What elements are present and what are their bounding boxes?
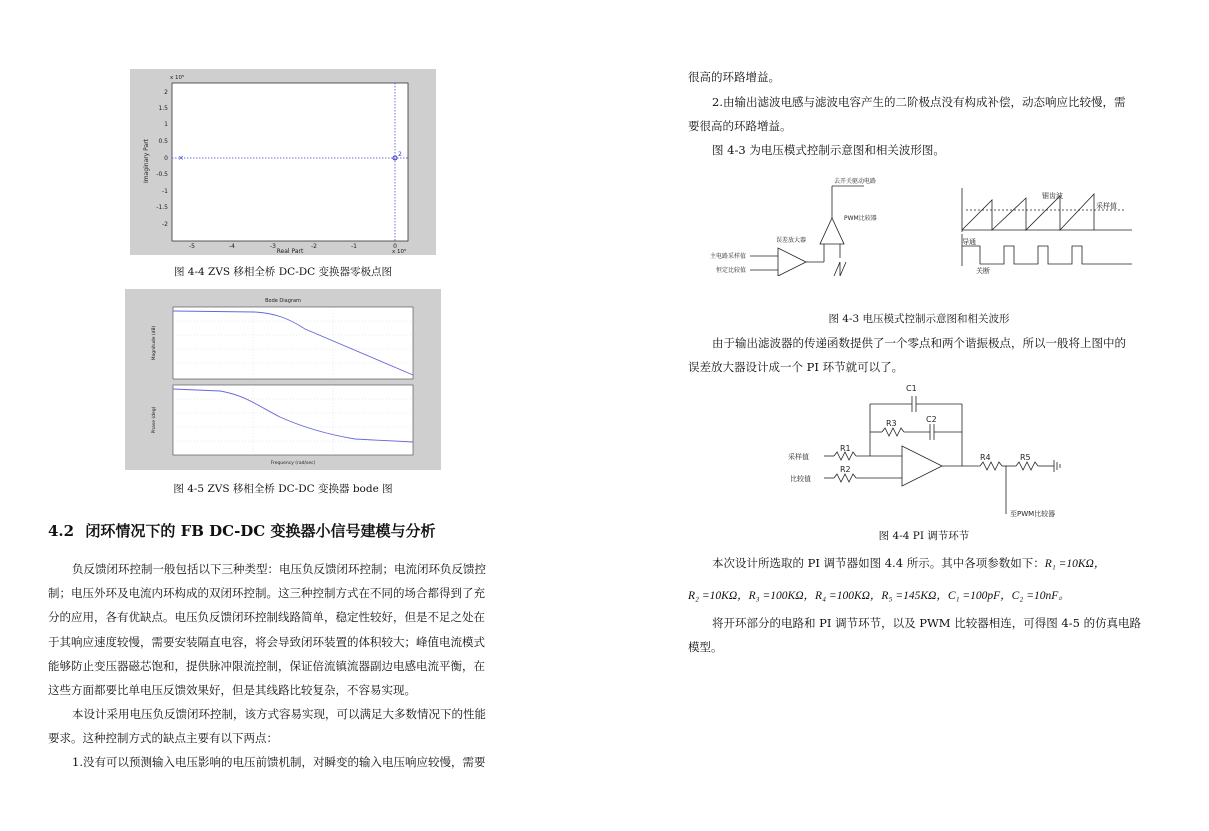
- left-column: [0, 0, 604, 831]
- bode-figure: [125, 289, 441, 470]
- plot-area: [172, 83, 408, 241]
- text-line: [688, 551, 1158, 576]
- pi-circuit-diagram: [784, 380, 1064, 524]
- pole-marker: ×: [178, 154, 184, 162]
- text-line: 分的应用，各有优缺点。电压负反馈闭环控制线路简单，稳定性较好，但是不足之处在: [48, 610, 485, 625]
- paragraph-fig43-intro: [688, 138, 1158, 162]
- y-axis-label: Imaginary Part: [143, 138, 150, 184]
- text-line: 误差放大器设计成一个 PI 环节就可以了。: [688, 360, 904, 375]
- to-switch-label: 去开关驱动电路: [834, 178, 877, 185]
- text-line: 由于输出滤波器的传递函数提供了一个零点和两个谐振极点，所以一般将上图中的: [712, 336, 1126, 350]
- phase-panel: [173, 385, 413, 455]
- pwm-comparator-symbol: [820, 218, 844, 244]
- section-number: 4.2: [48, 522, 75, 540]
- pole-zero-figure: [130, 69, 436, 255]
- label-r3: R3: [886, 419, 897, 428]
- input1-label: 主电路采样值: [710, 253, 747, 260]
- error-amp-symbol: [778, 248, 806, 276]
- pwm-comparator-label: PWM比较器: [844, 215, 877, 222]
- fig45-caption: 图 4-5 ZVS 移相全桥 DC-DC 变换器 bode 图: [173, 483, 393, 495]
- resistor-r4: [980, 462, 1002, 470]
- bode-plot: [125, 289, 441, 470]
- y-tick: 0.5: [158, 138, 168, 145]
- opamp-symbol: [902, 446, 942, 486]
- x-exponent: x 10⁵: [392, 249, 407, 255]
- param-r1: R₁ =10KΩ，: [1044, 558, 1106, 570]
- text-line: 要很高的环路增益。: [688, 119, 792, 134]
- text-line: 很高的环路增益。: [688, 70, 780, 84]
- bode-xlabel: Frequency (rad/sec): [270, 461, 316, 466]
- label-r5: R5: [1020, 453, 1031, 462]
- x-tick: -1: [351, 243, 357, 250]
- params-line-2: R₂ =10KΩ，R₃ =100KΩ，R₄ =100KΩ，R₅ =145KΩ，C₁ =100pF，C₂ =10nF。: [688, 590, 1070, 603]
- y-tick: -2: [162, 221, 168, 228]
- sawtooth-label: 锯齿波: [1042, 192, 1063, 200]
- paragraph-continuation: [688, 65, 1158, 89]
- text-line: 要求。这种控制方式的缺点主要有以下两点：: [48, 731, 278, 746]
- x-tick: -4: [229, 243, 235, 250]
- voltage-mode-svg: [704, 176, 1134, 276]
- x-tick: -5: [189, 243, 195, 250]
- label-r2: R2: [840, 465, 851, 474]
- section-heading: [48, 520, 435, 541]
- sample-label: 采样值: [1096, 202, 1117, 210]
- y-exponent: x 10⁵: [170, 75, 185, 81]
- text-line: 1.没有可以预测输入电压影响的电压前馈机制，对瞬变的输入电压响应较慢，需要: [72, 755, 486, 769]
- x-tick: 0: [393, 243, 397, 250]
- sawtooth-wave: [962, 194, 1094, 230]
- voltage-mode-diagram: [704, 176, 1134, 276]
- label-r1: R1: [840, 444, 851, 453]
- fig44-caption: 图 4-4 ZVS 移相全桥 DC-DC 变换器零极点图: [173, 266, 393, 278]
- text-line: 制；电压外环及电流内环构成的双闭环控制。这三种控制方式在不同的场合都得到了充: [48, 586, 485, 601]
- phase-ylabel: Phase (deg): [152, 406, 157, 434]
- label-r4: R4: [980, 453, 991, 462]
- paragraph-feedback-types: [48, 557, 518, 702]
- x-tick: -2: [311, 243, 317, 250]
- resistor-r1: [834, 452, 856, 460]
- resistor-r3: [882, 428, 904, 436]
- text-line: 这些方面都要比单电压反馈效果好，但是其线路比较复杂，不容易实现。: [48, 683, 416, 698]
- pole-multiplicity: 2: [398, 151, 402, 158]
- off-label: 关断: [976, 267, 990, 275]
- fig44pi-caption: 图 4-4 PI 调节环节: [878, 530, 970, 542]
- resistor-r2: [834, 474, 856, 482]
- on-label: 导通: [962, 238, 976, 246]
- text-line: 本设计采用电压负反馈闭环控制，该方式容易实现，可以满足大多数情况下的性能: [72, 707, 486, 721]
- input2-label: 恒定比较值: [716, 267, 747, 274]
- text-line: 2.由输出滤波电感与滤波电容产生的二阶极点没有构成补偿，动态响应比较慢，需: [712, 95, 1126, 109]
- y-tick: 1.5: [158, 105, 168, 112]
- text-line: 于其响应速度较慢，需要安装隔直电容，将会导致闭环装置的体积较大；峰值电流模式: [48, 634, 485, 649]
- x-axis-label: Real Part: [276, 248, 304, 255]
- paragraph-design-choice: [48, 702, 518, 750]
- label-to-pwm: 至PWM比较器: [1010, 510, 1056, 518]
- section-title: 闭环情况下的 FB DC-DC 变换器小信号建模与分析: [85, 522, 436, 540]
- text-line: 图 4-3 为电压模式控制示意图和相关波形图。: [712, 143, 945, 157]
- resistor-r5: [1016, 462, 1038, 470]
- y-tick: 2: [164, 89, 168, 96]
- right-column: [604, 0, 1209, 831]
- params-intro: 本次设计所选取的 PI 调节器如图 4.4 所示。其中各项参数如下：: [712, 556, 1045, 570]
- magnitude-ylabel: Magnitude (dB): [152, 325, 157, 361]
- paragraph-simulation-model: [688, 611, 1158, 659]
- text-line: 负反馈闭环控制一般包括以下三种类型：电压负反馈闭环控制；电流闭环负反馈控: [72, 562, 486, 576]
- x-tick: -3: [270, 243, 276, 250]
- fig43-caption: 图 4-3 电压模式控制示意图和相关波形: [828, 313, 1010, 325]
- magnitude-panel: [173, 307, 413, 379]
- y-tick: 1: [164, 121, 168, 128]
- y-tick: -1: [162, 188, 168, 195]
- y-tick: 0: [164, 155, 168, 162]
- bode-title: Bode Diagram: [265, 298, 301, 304]
- paragraph-drawback-2: [688, 90, 1158, 138]
- pi-circuit-svg: [784, 380, 1064, 524]
- paragraph-parameters: [688, 551, 1158, 608]
- label-sample: 采样值: [788, 453, 809, 461]
- pole-zero-plot: [130, 69, 436, 255]
- paragraph-pi-reason: [688, 331, 1158, 379]
- pulse-wave: [962, 246, 1132, 264]
- text-line: 模型。: [688, 640, 723, 655]
- text-line: 将开环部分的电路和 PI 调节环节，以及 PWM 比较器相连，可得图 4-5 的仿真电路: [712, 616, 1142, 630]
- label-c1: C1: [906, 384, 917, 393]
- label-compare: 比较值: [790, 475, 811, 483]
- text-line: 能够防止变压器磁芯饱和，提供脉冲限流控制，保证倍流镇流器副边电感电流平衡，在: [48, 658, 485, 673]
- paragraph-drawback-1: [48, 750, 518, 774]
- label-c2: C2: [926, 415, 937, 424]
- y-tick: -0.5: [156, 171, 168, 178]
- y-tick: -1.5: [156, 204, 168, 211]
- error-amp-label: 误差放大器: [776, 237, 807, 244]
